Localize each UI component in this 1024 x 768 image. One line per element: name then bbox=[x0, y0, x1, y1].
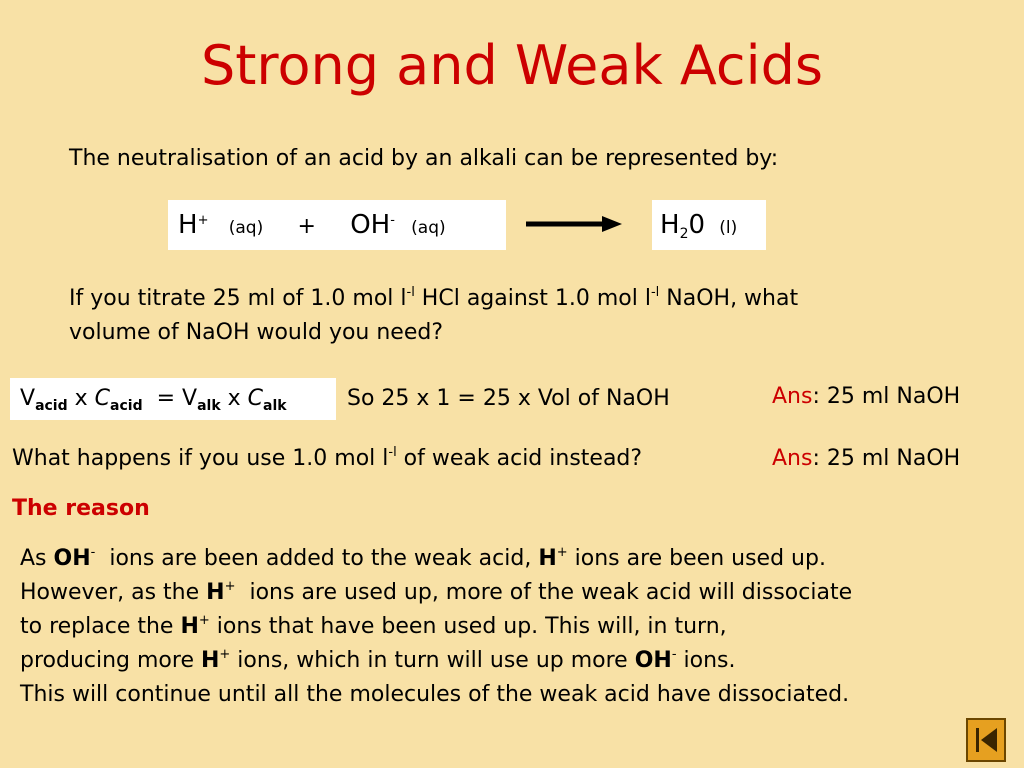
answer-1: Ans: 25 ml NaOH bbox=[772, 384, 961, 409]
calculation-text: So 25 x 1 = 25 x Vol of NaOH bbox=[347, 386, 670, 411]
oh-ion: OH- bbox=[350, 210, 395, 240]
answer-2: Ans: 25 ml NaOH bbox=[772, 446, 961, 471]
reaction-arrow-icon bbox=[526, 215, 622, 233]
reason-heading: The reason bbox=[12, 496, 150, 521]
weak-acid-question: What happens if you use 1.0 mol $l^{-l}$ of weak acid instead? bbox=[12, 445, 643, 471]
h-ion: H+ bbox=[178, 210, 209, 240]
equation-reactants-box bbox=[168, 200, 506, 250]
titration-formula-box: $V_{acid}$ x $C_{acid} = V_{alk}$ x $C_{alk}$ bbox=[10, 378, 336, 420]
back-to-start-button[interactable] bbox=[966, 718, 1006, 762]
reason-line-4: producing more H+ ions, which in turn will use up more OH- ions. bbox=[20, 647, 736, 673]
water-formula: $H_20$ bbox=[660, 210, 706, 242]
reason-line-2: However, as the H+ ions are used up, more of the weak acid will dissociate bbox=[20, 579, 853, 605]
plus-sign: + bbox=[297, 214, 316, 239]
water-state: (l) bbox=[719, 218, 738, 238]
h-state: (aq) bbox=[228, 218, 264, 238]
back-to-start-icon bbox=[968, 720, 1004, 760]
oh-state: (aq) bbox=[411, 218, 446, 238]
reason-line-3: to replace the H+ ions that have been used up. This will, in turn, bbox=[20, 613, 727, 639]
reason-line-5: This will continue until all the molecules of the weak acid have dissociated. bbox=[20, 682, 850, 707]
titration-question-line2: volume of NaOH would you need? bbox=[69, 320, 444, 345]
intro-text: The neutralisation of an acid by an alkali can be represented by: bbox=[69, 146, 779, 171]
equation-product-box bbox=[652, 200, 766, 250]
titration-question-line1: If you titrate 25 ml of 1.0 mol $l^{-l}$ HCl against 1.0 mol $l^{-l}$ NaOH, what bbox=[69, 285, 799, 311]
page-title: Strong and Weak Acids bbox=[200, 34, 823, 97]
reason-line-1: As OH- ions are been added to the weak acid, H+ ions are been used up. bbox=[20, 545, 826, 571]
